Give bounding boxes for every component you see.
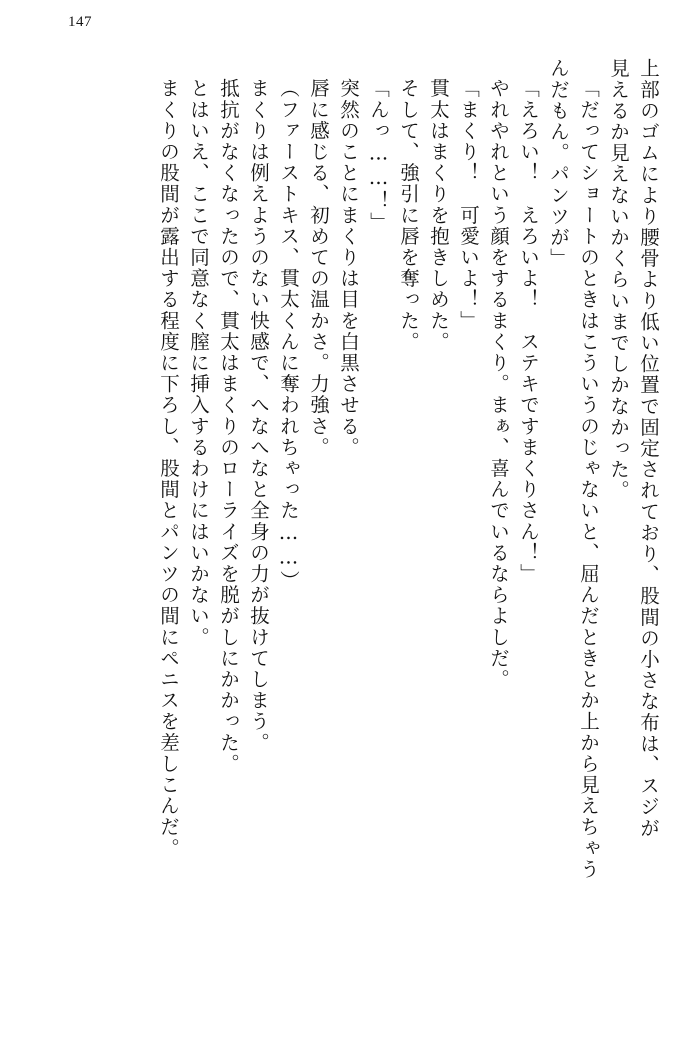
text-column: とはいえ、ここで同意なく膣に挿入するわけにはいかない。 <box>187 78 210 648</box>
page-number: 147 <box>68 14 92 30</box>
text-column: まくりは例えようのない快感で、へなへなと全身の力が抜けてしまう。 <box>247 78 270 754</box>
text-column: 唇に感じる、初めての温かさ。力強さ。 <box>307 78 330 458</box>
text-column: 上部のゴムにより腰骨より低い位置で固定されており、股間の小さな布は、スジが <box>637 58 660 839</box>
text-column: 「んっ……！」 <box>367 78 390 233</box>
text-column: 突然のことにまくりは目を白黒させる。 <box>337 78 360 458</box>
text-column: 「えろい！ えろいよ！ ステキですまくりさん！」 <box>517 78 540 585</box>
text-column: 「だってショートのときはこういうのじゃないと、屈んだときとか上から見えちゃう <box>577 78 600 880</box>
text-column: やれやれという顔をするまくり。まぁ、喜んでいるならよしだ。 <box>487 78 510 690</box>
text-column: そして、強引に唇を奪った。 <box>397 78 420 353</box>
text-column: まくりの股間が露出する程度に下ろし、股間とパンツの間にペニスを差しこんだ。 <box>157 78 180 859</box>
text-column: （ファーストキス、貫太くんに奪われちゃった……） <box>277 78 300 592</box>
text-column: 見えるか見えないかくらいまでしかなかった。 <box>607 58 630 502</box>
text-column: 貫太はまくりを抱きしめた。 <box>427 78 450 353</box>
text-column: 抵抗がなくなったので、貫太はまくりのローライズを脱がしにかかった。 <box>217 78 240 775</box>
vertical-text-body <box>38 58 658 1008</box>
text-column: んだもん。パンツが」 <box>547 58 570 269</box>
text-column: 「まくり！ 可愛いよ！」 <box>457 78 480 332</box>
